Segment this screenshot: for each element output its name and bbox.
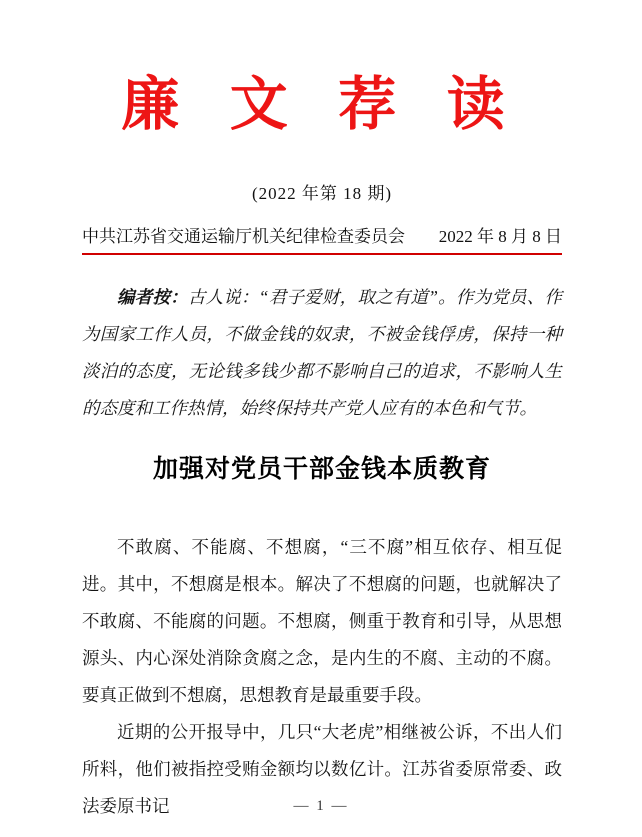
- article-body: [82, 529, 562, 825]
- masthead-title: 廉 文 荐 读: [121, 72, 523, 137]
- page-number: — 1 —: [293, 798, 349, 814]
- publisher-name: 中共江苏省交通运输厅机关纪律检查委员会: [82, 226, 405, 246]
- article-paragraph: 不敢腐、不能腐、不想腐，“三不腐”相互依存、相互促进。其中，不想腐是根本。解决了不想腐的问题，也就解决了不敢腐、不能腐的问题。不想腐，侧重于教育和引导，从思想源头、内心深处消除贪腐之念，是内生的不腐、主动的不腐。要真正做到不想腐，思想教育是最重要手段。: [82, 536, 562, 705]
- editor-note-text: 古人说：“君子爱财，取之有道”。作为党员、作为国家工作人员，不做金钱的奴隶，不被金钱俘虏，保持一种淡泊的态度，无论钱多钱少都不影响自己的追求，不影响人生的态度和工作热情，始终保持共产党人应有的本色和气节。: [82, 286, 563, 418]
- editor-note: [82, 279, 562, 427]
- issue-number: (2022 年第 18 期): [251, 183, 393, 203]
- publication-date: 2022 年 8 月 8 日: [438, 226, 562, 246]
- red-divider: [82, 253, 562, 255]
- article-paragraph: 近期的公开报导中，几只“大老虎”相继被公诉，不出人们所料，他们被指控受贿金额均以数亿计。江苏省委原常委、政法委原书记: [82, 721, 562, 816]
- article-title: 加强对党员干部金钱本质教育: [152, 455, 491, 483]
- editor-note-label: 编者按：: [117, 286, 188, 307]
- publisher-row: [82, 222, 562, 247]
